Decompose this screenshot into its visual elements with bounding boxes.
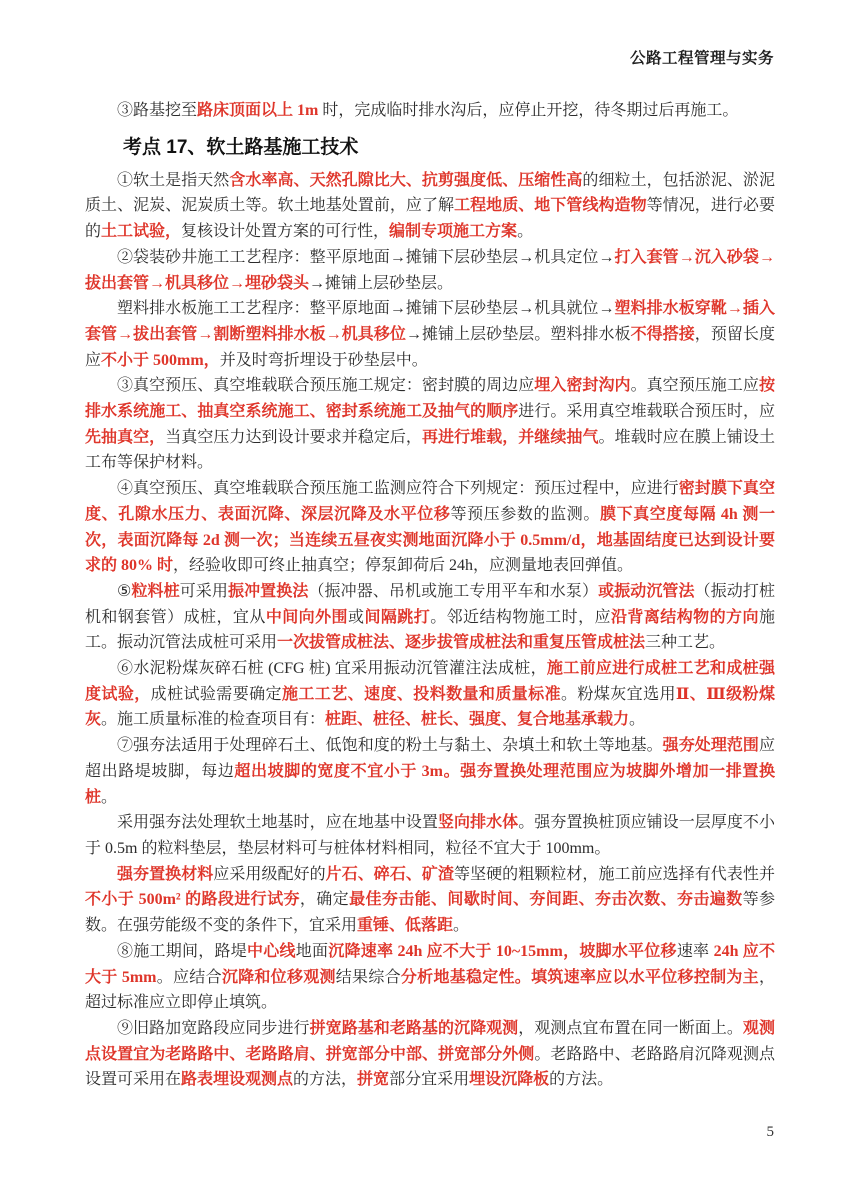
- emphasis-text: 按排水系统施工、抽真空系统施工、密封系统施工及抽气的顺序: [85, 377, 775, 421]
- body-text: 。应结合: [156, 968, 222, 986]
- paragraph: [85, 810, 775, 861]
- emphasis-text: 片石、碎石、矿渣: [325, 865, 455, 883]
- paragraph: [85, 98, 775, 124]
- body-text: 复核设计处置方案的可行性，: [181, 223, 390, 241]
- body-text: ，预留长度应: [85, 325, 775, 369]
- body-text: 结果综合: [335, 968, 401, 986]
- emphasis-text: 间隔跳打: [364, 608, 431, 626]
- body-text: 进行。采用真空堆载联合预压时，应: [518, 403, 775, 421]
- body-text: ，确定: [299, 891, 350, 909]
- emphasis-text: 粒料桩: [131, 582, 180, 600]
- emphasis-text: 不小于 500mm，: [101, 351, 220, 369]
- emphasis-text: 强夯处理范围: [662, 737, 759, 755]
- emphasis-text: 埋入密封沟内: [534, 377, 631, 395]
- body-text: 等预压参数的监测。: [450, 505, 600, 523]
- section-heading: 考点 17、软土路基施工技术: [123, 136, 359, 158]
- body-text: →摊铺上层砂垫层。: [309, 274, 454, 292]
- paragraph: [85, 939, 775, 1016]
- emphasis-text: 分析地基稳定性。填筑速率应以水平位移控制为主: [400, 968, 759, 986]
- emphasis-text: 中心线: [246, 942, 296, 960]
- emphasis-text: 桩距、桩径、桩长、强度、复合地基承载力: [325, 711, 630, 729]
- emphasis-text: 施工工艺、速度、投料数量和质量标准: [281, 685, 561, 703]
- body-text: 成桩试验需要确定: [150, 685, 282, 703]
- body-text: 施工。振动沉管法成桩可采用: [85, 608, 775, 652]
- paragraph: [85, 656, 775, 733]
- emphasis-text: 不小于 500m² 的路段进行试夯: [85, 891, 300, 909]
- body-text: →摊铺上层砂垫层。塑料排水板: [405, 325, 631, 343]
- body-text: ，观测点宜布置在同一断面上。: [518, 1019, 743, 1037]
- body-text: 时，完成临时排水沟后，应停止开挖，待冬期过后再施工。: [318, 102, 739, 119]
- emphasis-text: 拼宽路基和老路基的沉降观测: [309, 1019, 519, 1037]
- body-text: 当真空压力达到设计要求并稳定后，: [165, 428, 422, 446]
- emphasis-text: 拼宽: [357, 1071, 390, 1089]
- emphasis-text: 密封膜下真空度、孔隙水压力、表面沉降、深层沉降及水平位移: [85, 480, 775, 523]
- body-text: ⑦强夯法适用于处理碎石土、低饱和度的粉土与黏土、杂填土和软土等地基。: [117, 737, 663, 755]
- paragraph: [85, 579, 775, 656]
- body-text: 塑料排水板施工工艺程序：整平原地面→摊铺下层砂垫层→机具就位→: [117, 300, 615, 318]
- body-text: 采用强夯法处理软土地基时，应在地基中设置: [117, 814, 438, 832]
- body-text: 部分宜采用: [389, 1071, 470, 1089]
- body-text: （振动打桩机和钢套管）成桩，宜从: [85, 582, 775, 626]
- emphasis-text: 不得搭接: [630, 325, 695, 343]
- emphasis-text: 含水率高、天然孔隙比大、抗剪强度低、压缩性高: [229, 171, 583, 189]
- emphasis-text: 编制专项施工方案: [389, 223, 518, 241]
- body-text: 等情况，进行必要的: [85, 197, 775, 241]
- paragraph: [85, 373, 775, 476]
- emphasis-text: 强夯置换材料: [117, 865, 214, 883]
- emphasis-text: 观测点设置宜为老路路中、老路路肩、拼宽部分中部、拼宽部分外侧: [85, 1019, 775, 1063]
- body-text: ⑥水泥粉煤灰碎石桩 (CFG 桩) 宜采用振动沉管灌注法成桩，: [117, 660, 547, 678]
- body-text: ③真空预压、真空堆载联合预压施工规定：密封膜的周边应: [117, 377, 535, 395]
- body-text: 的细粒土，包括淤泥、淤泥质土、泥炭、泥炭质土等。软土地基处置前，应了解: [85, 171, 775, 215]
- body-text: ②袋装砂井施工工艺程序：整平原地面→摊铺下层砂垫层→机具定位→: [117, 248, 615, 266]
- emphasis-text: Ⅱ、Ⅲ级粉煤灰: [85, 685, 775, 729]
- body-text: 。真空预压施工应: [630, 377, 759, 395]
- body-text: ，超过标准应立即停止填筑。: [85, 968, 775, 1012]
- body-text: 应超出路堤坡脚，每边: [85, 737, 775, 780]
- paragraph: [85, 245, 775, 296]
- body-text: 。堆载时应在膜上铺设土工布等保护材料。: [85, 428, 775, 472]
- emphasis-text: 重锤、低落距: [357, 917, 454, 935]
- document-header-title: 公路工程管理与实务: [629, 50, 774, 67]
- body-text: 。粉煤灰宜选用: [561, 685, 676, 703]
- emphasis-text: 埋设沉降板: [469, 1071, 550, 1089]
- emphasis-text: 再进行堆载，并继续抽气: [421, 428, 599, 446]
- body-text: 地面: [295, 942, 329, 960]
- document-content: [85, 98, 775, 1093]
- paragraph: [85, 168, 775, 245]
- body-text: ①软土是指天然: [117, 171, 230, 189]
- emphasis-text: 打入套管→沉入砂袋→拔出套管→机具移位→埋砂袋头: [85, 248, 775, 292]
- body-text: 速率: [676, 942, 714, 960]
- paragraph: [85, 476, 775, 579]
- emphasis-text: 24h 应不大于 5mm: [85, 942, 775, 986]
- emphasis-text: 最佳夯击能、间歇时间、夯间距、夯击次数、夯击遍数: [349, 891, 743, 909]
- body-text: 可采用: [179, 582, 228, 600]
- emphasis-text: 路表埋设观测点: [181, 1071, 294, 1089]
- body-text: ，经验收即可终止抽真空；停泵卸荷后 24h，应测量地表回弹值。: [173, 557, 634, 575]
- body-text: 。施工质量标准的检查项目有：: [101, 711, 326, 729]
- emphasis-text: 施工前应进行成桩工艺和成桩强度试验，: [85, 660, 775, 703]
- body-text: ④真空预压、真空堆载联合预压施工监测应符合下列规定：预压过程中，应进行: [117, 480, 679, 498]
- emphasis-text: 中间向外围: [265, 608, 348, 626]
- body-text: ⑤: [117, 582, 132, 600]
- body-text: 。: [453, 917, 470, 935]
- paragraph: [85, 1016, 775, 1093]
- emphasis-text: 沿背离结构物的方向: [611, 608, 759, 626]
- emphasis-text: 路床顶面以上 1m: [197, 102, 319, 119]
- body-text: 等坚硬的粗颗粒材，施工前应选择有代表性并: [454, 865, 775, 883]
- emphasis-text: 超出坡脚的宽度不宜小于 3m。强夯置换处理范围应为坡脚外增加一排置换桩: [85, 762, 775, 806]
- body-text: ⑨旧路加宽路段应同步进行: [117, 1019, 310, 1037]
- paragraph: [85, 733, 775, 810]
- emphasis-text: 竖向排水体: [437, 814, 519, 832]
- emphasis-text: 一次拔管成桩法、逐步拔管成桩法和重复压管成桩法: [277, 634, 646, 652]
- body-text: 或: [348, 608, 365, 626]
- body-text: 。邻近结构物施工时，应: [430, 608, 611, 626]
- body-text: 的方法。: [549, 1071, 614, 1089]
- body-text: 三种工艺。: [645, 634, 726, 652]
- body-text: （振冲器、吊机或施工专用平车和水泵）: [308, 582, 599, 600]
- emphasis-text: 沉降和位移观测: [221, 968, 336, 986]
- emphasis-text: 塑料排水板穿靴→插入套管→拔出套管→割断塑料排水板→机具移位: [85, 300, 775, 343]
- emphasis-text: 膜下真空度每隔 4h 测一次，表面沉降每 2d 测一次；当连续五昼夜实测地面沉降小于 0.5mm/d，地基固结度已达到设计要求的 80% 时: [85, 505, 775, 575]
- body-text: 并及时弯折埋设于砂垫层中。: [219, 351, 428, 369]
- body-text: ③路基挖至: [117, 102, 198, 119]
- body-text: 。老路路中、老路路肩沉降观测点设置可采用在: [85, 1045, 775, 1089]
- paragraph: [85, 862, 775, 939]
- body-text: 。: [101, 788, 118, 806]
- paragraph: [85, 296, 775, 373]
- body-text: ⑧施工期间，路堤: [117, 942, 247, 960]
- body-text: 等参数。在强劳能级不变的条件下，宜采用: [85, 891, 775, 935]
- emphasis-text: 振冲置换法: [228, 582, 309, 600]
- emphasis-text: 或振动沉管法: [598, 582, 695, 600]
- emphasis-text: 土工试验，: [101, 223, 182, 241]
- emphasis-text: 沉降速率 24h 应不大于 10~15mm，坡脚水平位移: [328, 942, 677, 960]
- emphasis-text: 先抽真空，: [85, 428, 166, 446]
- body-text: 。: [629, 711, 646, 729]
- body-text: 应采用级配好的: [213, 865, 326, 883]
- emphasis-text: 工程地质、地下管线构造物: [454, 197, 647, 215]
- body-text: 。: [517, 223, 534, 241]
- body-text: 。强夯置换桩顶应铺设一层厚度不小于 0.5m 的粒料垫层，垫层材料可与桩体材料相同，粒径不宜大于 100mm。: [85, 814, 775, 857]
- page-number: 5: [766, 1124, 774, 1140]
- body-text: 的方法，: [293, 1071, 358, 1089]
